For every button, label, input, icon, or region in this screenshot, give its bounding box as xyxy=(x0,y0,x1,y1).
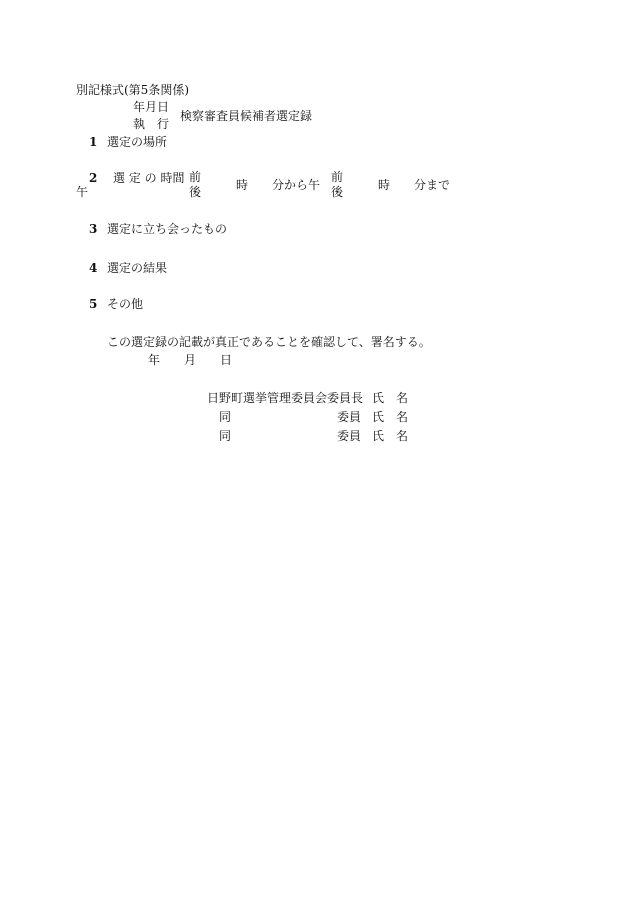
date-year: 年 xyxy=(148,353,161,367)
item-4-label: 選定の結果 xyxy=(107,261,168,275)
item-2-number: 2 xyxy=(89,171,98,185)
am-pm-end-top: 前 xyxy=(331,170,344,184)
item-2-label: 選 定 の 時間 xyxy=(113,171,185,185)
item-3-label: 選定に立ち会ったもの xyxy=(107,222,228,236)
document-title: 検察審査員候補者選定録 xyxy=(180,109,313,123)
am-pm-end-bottom: 後 xyxy=(331,185,344,199)
certification-statement: この選定録の記載が真正であることを確認して、署名する。 xyxy=(107,335,431,349)
item-3-number: 3 xyxy=(89,222,98,236)
am-pm-start-top: 前 xyxy=(189,170,202,184)
start-hour-unit: 時 xyxy=(236,178,249,192)
form-label: 別記様式(第5条関係) xyxy=(76,83,189,97)
item-2-wrap-char: 午 xyxy=(76,185,89,199)
signature-member-1-role: 委員 xyxy=(337,410,362,424)
signature-member-2-name-label: 氏 名 xyxy=(372,429,409,443)
signature-member-1-name-label: 氏 名 xyxy=(372,410,409,424)
item-5-label: その他 xyxy=(107,297,144,311)
signature-member-2-role: 委員 xyxy=(337,429,362,443)
item-1-number: 1 xyxy=(89,135,98,149)
end-minutes-until: 分まで xyxy=(414,178,451,192)
signature-chair-name-label: 氏 名 xyxy=(372,391,409,405)
am-pm-start-bottom: 後 xyxy=(189,185,202,199)
header-shikkou: 執 行 xyxy=(133,117,170,131)
end-hour-unit: 時 xyxy=(378,178,391,192)
item-5-number: 5 xyxy=(89,297,98,311)
date-month: 月 xyxy=(184,353,197,367)
start-ki: 午 xyxy=(308,178,321,192)
signature-member-1-prefix: 同 xyxy=(219,410,232,424)
header-date-line: 年月日 xyxy=(133,100,170,114)
date-day: 日 xyxy=(220,353,233,367)
start-minutes-from: 分から xyxy=(272,178,309,192)
item-4-number: 4 xyxy=(89,261,98,275)
signature-member-2-prefix: 同 xyxy=(219,429,232,443)
signature-chair-role: 日野町選挙管理委員会委員長 xyxy=(207,391,364,405)
item-1-label: 選定の場所 xyxy=(107,135,168,149)
